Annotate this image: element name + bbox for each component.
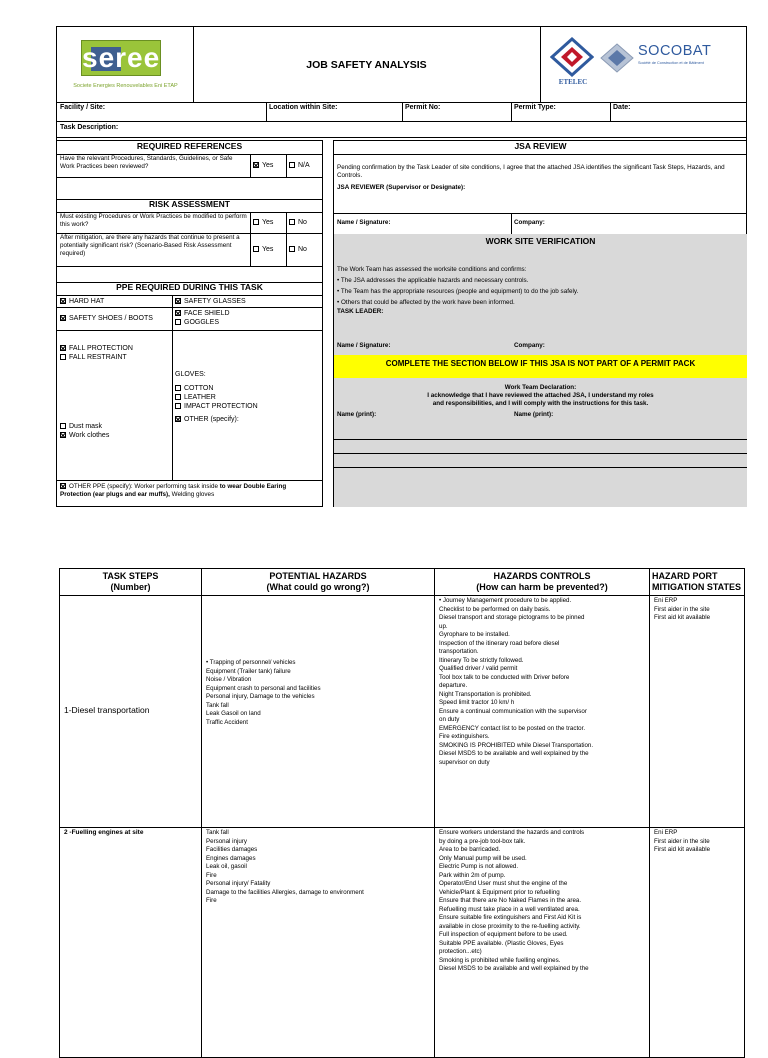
hazards-cell (202, 828, 435, 1058)
seree-logo (81, 40, 161, 76)
hazards-cell-line: Fire (206, 897, 217, 904)
name-row-line-2 (333, 453, 747, 454)
risk-q1-no[interactable] (286, 212, 323, 234)
ppe-title: PPE REQUIRED DURING THIS TASK (57, 282, 323, 296)
mitigation-cell-line: Eni ERP (654, 597, 678, 604)
header-hazards-l2: (What could go wrong?) (266, 582, 370, 592)
controls-cell (435, 828, 650, 1058)
goggles-label: GOGGLES (184, 319, 220, 326)
jsa-review-title: JSA REVIEW (333, 140, 747, 155)
name-row-line-3 (333, 467, 747, 468)
hazards-cell-line: Engines damages (206, 854, 256, 862)
controls-cell-line: Electric Pump is not allowed. (439, 863, 519, 870)
work-site-bullet-1: • The JSA addresses the applicable hazards and necessary controls. (337, 277, 529, 284)
checkbox-checked-icon (175, 298, 181, 304)
controls-cell-line: Checklist to be performed on daily basis. (439, 605, 551, 613)
jsa-review-body (333, 154, 747, 214)
seree-logo-cell (57, 27, 194, 103)
ppe-goggles[interactable] (175, 318, 319, 327)
yes-label: Yes (262, 162, 274, 169)
na-label: N/A (298, 162, 310, 169)
checkbox-icon (175, 394, 181, 400)
date-field[interactable]: Date: (610, 102, 747, 122)
checkbox-icon (60, 423, 66, 429)
controls-cell-line: Inspection of the itinerary road before diesel (439, 639, 560, 647)
controls-cell-line: Diesel MSDS to be available and well explained by the (439, 750, 589, 757)
socobat-sub: Société de Construction et de Bâtiment (638, 61, 704, 65)
seree-logo-text: seree (82, 42, 161, 73)
controls-cell-line: Full inspection of equipment before to be used. (439, 931, 568, 938)
checkbox-icon (175, 319, 181, 325)
controls-cell-line: Speed limit tractor 10 km/ h (439, 699, 515, 706)
ppe-leather[interactable] (175, 393, 319, 402)
risk-q2-no[interactable] (286, 233, 323, 267)
ppe-cotton[interactable] (175, 384, 319, 393)
task-steps-table (59, 568, 745, 1058)
risk-spacer (57, 266, 323, 283)
hazards-cell-line: Damage to the facilities Allergies, damage to environment (206, 888, 364, 896)
controls-cell-line: Area to be barricaded. (439, 846, 501, 853)
controls-cell-line: Diesel transport and storage pictograms to be pinned (439, 614, 585, 621)
face-shield-label: FACE SHIELD (184, 310, 230, 317)
risk-q2-yes[interactable] (250, 233, 287, 267)
risk-q2: After mitigation, are there any hazards that continue to present a potentially significant risk? (Scenario-Based Risk Assessment required) (57, 233, 251, 267)
checkbox-checked-icon (175, 416, 181, 422)
controls-cell-line: Suitable PPE available. (Plastic Gloves, Eyes (439, 939, 564, 947)
controls-cell-line: Ensure a continual communication with the supervisor (439, 707, 587, 715)
controls-cell-line: Park within 2m of pump. (439, 871, 506, 879)
task-step-cell (60, 828, 202, 1058)
jsa-review-name-signature[interactable]: Name / Signature: (333, 213, 512, 235)
hazards-cell-line: Facilities damages (206, 846, 258, 853)
references-yes[interactable] (250, 154, 287, 178)
hazards-cell-line: Traffic Accident (206, 718, 248, 726)
name-print-column-1 (333, 408, 512, 507)
hazards-cell-line: Personal injury/ Fatality (206, 880, 271, 887)
checkbox-checked-icon (175, 310, 181, 316)
other-ppe-text-b: to wear Double Earing Protection (ear plugs and ear muffs), (60, 483, 287, 498)
table-row (60, 828, 745, 1058)
checkbox-icon (175, 403, 181, 409)
ppe-other-specify[interactable] (57, 480, 323, 506)
mitigation-cell-line: Eni ERP (654, 829, 678, 836)
task-leader-label: TASK LEADER: (337, 308, 384, 315)
mitigation-cell-line: First aid kit available (654, 614, 711, 621)
controls-cell-line: Ensure suitable fire extinguishers and First Aid Kit is (439, 914, 582, 921)
hazards-cell-line: • Trapping of personnel/ vehicles (206, 659, 296, 666)
other-ppe-text-a: OTHER PPE (specify): Worker performing task inside (69, 483, 220, 490)
controls-cell-line: Qualified driver / valid permit (439, 665, 518, 672)
name-print-label-2: Name (print): (514, 411, 554, 418)
header-hazards-l1: POTENTIAL HAZARDS (269, 571, 367, 581)
controls-cell-line: SMOKING IS PROHIBITED while Diesel Transportation. (439, 741, 594, 749)
etelec-label: ETELEC (558, 78, 588, 86)
table-header-row (60, 569, 745, 596)
ppe-face-shield[interactable] (175, 309, 319, 318)
ppe-face-goggles (172, 307, 323, 331)
hazards-cell-line: Tank fall (206, 701, 229, 709)
controls-cell-line: departure. (439, 682, 468, 689)
hazards-cell-line: Fire (206, 871, 217, 879)
impact-label: IMPACT PROTECTION (184, 403, 258, 410)
yes-label: Yes (262, 219, 274, 226)
hazards-cell (202, 596, 435, 828)
gloves-label: GLOVES: (175, 371, 206, 378)
checkbox-checked-icon (60, 298, 66, 304)
controls-cell-line: Gyrophare to be installed. (439, 631, 510, 638)
checkbox-icon (289, 219, 295, 225)
hazards-cell-line: Noise / Vibration (206, 676, 252, 683)
controls-cell-line: Only Manual pump will be used. (439, 854, 527, 862)
leather-label: LEATHER (184, 394, 216, 401)
seree-caption: Societe Energies Renouvelables Eni ETAP (73, 83, 178, 89)
jsa-form (56, 26, 747, 507)
column-gap (323, 138, 333, 508)
task-step-label: 1-Diesel transportation (64, 705, 150, 715)
controls-cell-line: Refuelling must take place in a well ventilated area. (439, 905, 580, 913)
controls-cell-line: Ensure workers understand the hazards and controls (439, 829, 585, 836)
permit-no[interactable]: Permit No: (402, 102, 512, 122)
hazards-cell-line: Tank fall (206, 829, 229, 836)
controls-cell-line: Itinerary To be strictly followed. (439, 656, 524, 664)
work-site-bullet-2: • The Team has the appropriate resources (people and equipment) to do the job safely. (337, 288, 579, 295)
controls-cell-line: supervisor on duty (439, 758, 490, 766)
controls-cell-line: Ensure that there are No Naked Flames in the area. (439, 897, 582, 904)
fall-restraint-label: FALL RESTRAINT (69, 354, 127, 361)
title-cell (193, 27, 541, 103)
controls-cell-line: transportation. (439, 648, 479, 655)
controls-cell-line: on duty (439, 716, 460, 723)
other-ppe-text-c: Welding gloves (169, 491, 215, 498)
no-label: No (298, 246, 307, 253)
ppe-dust-mask[interactable] (60, 422, 169, 431)
controls-cell-line: up. (439, 622, 448, 630)
dust-mask-label: Dust mask (69, 423, 103, 430)
jsa-review-text: Pending confirmation by the Task Leader of site conditions, I agree that the attached JSA identifies the significant Task Steps, Hazards, and Controls. (337, 164, 725, 179)
header-controls-l1: HAZARDS CONTROLS (493, 571, 591, 581)
declaration-line-2: and responsibilities, and I will comply with the instructions for this task. (432, 400, 649, 407)
mitigation-cell-line: First aider in the site (654, 605, 710, 613)
mitigation-cell-line: First aider in the site (654, 837, 710, 845)
controls-cell-line: Fire extinguishers. (439, 733, 490, 740)
mitigation-cell (650, 828, 745, 1058)
other-specify-label: OTHER (specify): (184, 416, 239, 423)
hazards-cell-line: Personal injury (206, 837, 247, 845)
checkbox-checked-icon (60, 315, 66, 321)
risk-q1: Must existing Procedures or Work Practices be modified to perform this work? (57, 212, 251, 234)
mitigation-cell-line: First aid kit available (654, 846, 711, 853)
safety-glasses-label: SAFETY GLASSES (184, 298, 246, 305)
work-clothes-label: Work clothes (69, 432, 110, 439)
checkbox-checked-icon (60, 483, 66, 489)
ppe-gloves-column (169, 330, 323, 505)
controls-cell-line: available in close proximity to the re-fuelling activity. (439, 922, 581, 930)
etelec-diamond-icon (550, 37, 594, 77)
references-spacer (57, 177, 323, 200)
checkbox-icon (175, 385, 181, 391)
jsa-review-company[interactable]: Company: (511, 213, 747, 235)
ppe-work-clothes[interactable] (60, 431, 169, 440)
name-row-line-1 (333, 439, 747, 440)
checkbox-checked-icon (253, 162, 259, 168)
socobat-diamond-icon (600, 43, 634, 73)
controls-cell-line: by doing a pre-job tool-box talk. (439, 837, 526, 845)
work-team-declaration (333, 378, 747, 409)
no-label: No (298, 219, 307, 226)
ppe-fall-protection[interactable] (60, 344, 169, 353)
header-controls-l2: (How can harm be prevented?) (476, 582, 608, 592)
checkbox-icon (289, 162, 295, 168)
hazards-cell-line: Equipment (Trailer tank) failure (206, 667, 291, 675)
form-title: JOB SAFETY ANALYSIS (306, 59, 427, 71)
references-question: Have the relevant Procedures, Standards, Guidelines, or Safe Work Practices been reviewed? (57, 154, 251, 178)
task-step-label: 2 -Fuelling engines at site (64, 829, 144, 836)
ppe-fall-column (57, 330, 173, 505)
permit-pack-banner: COMPLETE THE SECTION BELOW IF THIS JSA IS NOT PART OF A PERMIT PACK (333, 355, 747, 379)
task-leader-name-signature[interactable]: Name / Signature: (333, 332, 512, 356)
name-print-column-2 (511, 408, 747, 507)
controls-cell-line: Night Transportation is prohibited. (439, 690, 532, 698)
controls-cell-line: EMERGENCY contact list to be posted on the tractor. (439, 724, 586, 732)
risk-assessment-title: RISK ASSESSMENT (57, 199, 323, 213)
checkbox-icon (289, 246, 295, 252)
yes-label: Yes (262, 246, 274, 253)
ppe-impact[interactable] (175, 402, 319, 411)
facility-site[interactable]: Facility / Site: (57, 102, 267, 122)
jsa-reviewer-label: JSA REVIEWER (Supervisor or Designate): (337, 184, 466, 191)
checkbox-checked-icon (60, 432, 66, 438)
header-hazards-controls (435, 569, 650, 596)
hazards-cell-line: Leak Gasoil on land (206, 710, 261, 717)
work-site-verification (333, 234, 747, 333)
hazards-cell-line: Leak oil, gasoil (206, 863, 247, 870)
controls-cell-line: protection...etc) (439, 948, 482, 955)
socobat-label: SOCOBAT (638, 43, 712, 59)
checkbox-icon (60, 354, 66, 360)
safety-shoes-label: SAFETY SHOES / BOOTS (69, 315, 153, 322)
checkbox-icon (253, 219, 259, 225)
checkbox-checked-icon (60, 345, 66, 351)
controls-cell-line: • Journey Management procedure to be applied. (439, 597, 572, 604)
task-description[interactable]: Task Description: (57, 121, 747, 138)
controls-cell-line: Smoking is prohibited while fuelling engines. (439, 956, 561, 964)
task-leader-company[interactable]: Company: (511, 332, 747, 356)
ppe-fall-restraint[interactable] (60, 353, 169, 362)
mitigation-cell (650, 596, 745, 828)
header-task-steps (60, 569, 202, 596)
hazards-cell-line: Equipment crash to personal and facilities (206, 684, 321, 692)
hard-hat-label: HARD HAT (69, 298, 105, 305)
risk-q1-yes[interactable] (250, 212, 287, 234)
header-potential-hazards (202, 569, 435, 596)
fall-protection-label: FALL PROTECTION (69, 345, 133, 352)
controls-cell-line: Diesel MSDS to be available and well explained by the (439, 965, 589, 972)
header-mitigation (650, 569, 745, 596)
declaration-line-1: I acknowledge that I have reviewed the attached JSA, I understand my roles (427, 392, 654, 399)
controls-cell-line: Operator/End User must shut the engine of the (439, 880, 568, 887)
name-print-label-1: Name (print): (337, 411, 377, 418)
header-task-steps-l2: (Number) (110, 582, 151, 592)
work-site-bullet-3: • Others that could be affected by the work have been informed. (337, 299, 515, 306)
header-mitigation-l2: MITIGATION STATES (652, 582, 741, 592)
partner-logos-cell (540, 27, 747, 103)
work-site-title: WORK SITE VERIFICATION (485, 236, 596, 246)
required-references-title: REQUIRED REFERENCES (57, 140, 323, 155)
hazards-cell-line: Personal injury, Damage to the vehicles (206, 693, 315, 700)
header-task-steps-l1: TASK STEPS (102, 571, 159, 581)
controls-cell-line: Vehicle/Plant & Equipment prior to refuelling (439, 888, 560, 896)
references-na[interactable] (286, 154, 323, 178)
controls-cell (435, 596, 650, 828)
ppe-safety-shoes[interactable] (57, 307, 173, 331)
controls-cell-line: Tool box talk to be conducted with Driver before (439, 673, 570, 681)
ppe-other[interactable] (175, 415, 319, 424)
work-site-intro: The Work Team has assessed the worksite conditions and confirms: (337, 266, 527, 273)
task-step-cell (60, 596, 202, 828)
table-row (60, 596, 745, 828)
header-mitigation-l1: HAZARD PORT (652, 571, 718, 581)
cotton-label: COTTON (184, 385, 214, 392)
permit-type[interactable]: Permit Type: (511, 102, 611, 122)
location-within-site[interactable]: Location within Site: (266, 102, 403, 122)
declaration-title: Work Team Declaration: (504, 384, 577, 391)
checkbox-icon (253, 246, 259, 252)
